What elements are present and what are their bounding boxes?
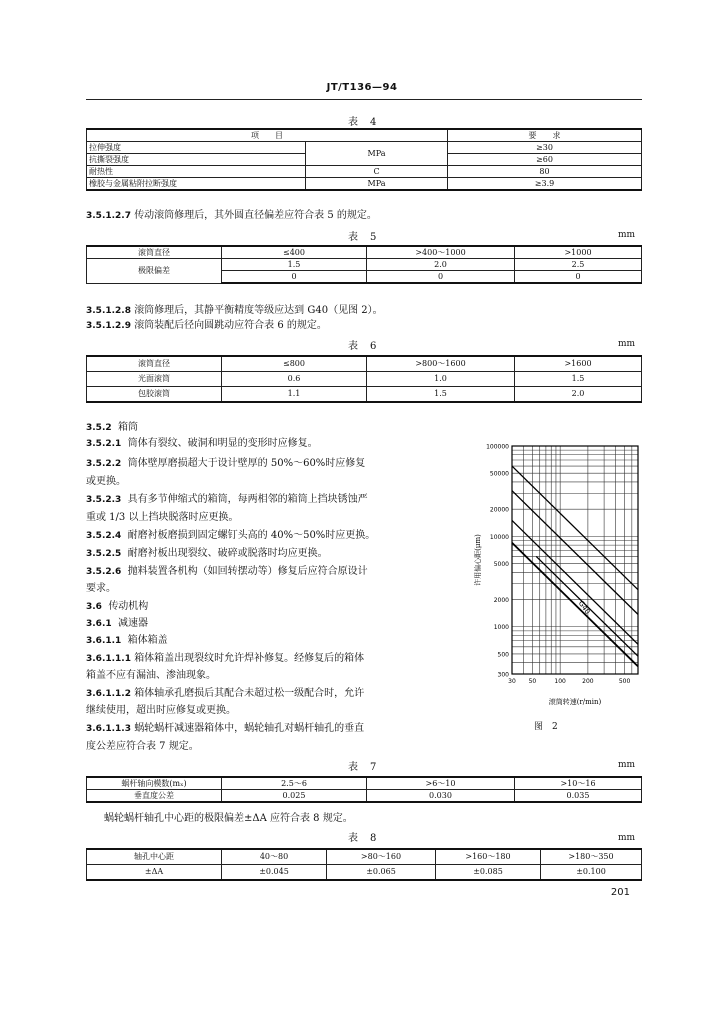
heading-3-6: 3.6 传动机构: [86, 601, 149, 612]
table7-head: >10～16: [515, 777, 642, 790]
table8-head: >160～180: [436, 849, 541, 865]
clause-3-6-1-1-2-cont: 继续使用，超出时应修复或更换。: [86, 705, 236, 716]
table5-unit: mm: [618, 230, 636, 240]
table5-title: 表 5: [348, 232, 378, 243]
table6-cell: 1.0: [367, 372, 515, 387]
table6-head: ≤800: [222, 356, 367, 372]
table8-head: 轴孔中心距: [87, 849, 222, 865]
y-tick-label: 500: [497, 651, 509, 659]
clause-3-5-2-2: 3.5.2.2 筒体壁厚磨损超大于设计壁厚的 50%～60%时应修复: [86, 458, 366, 469]
table6-cell: 1.5: [367, 387, 515, 403]
clause-3-5-2-3-cont: 重或 1/3 以上挡块脱落时应更换。: [86, 512, 239, 523]
heading-3-5-2: 3.5.2 箱筒: [86, 422, 138, 433]
clause-3-5-1-2-8: 3.5.1.2.8 滚筒修理后，其静平衡精度等级应达到 G40（见图 2）。: [86, 305, 383, 316]
table7-cell: 0.030: [367, 790, 515, 803]
table6-row-label: 包胶滚筒: [87, 387, 222, 403]
header-rule: [86, 99, 642, 100]
table6-title: 表 6: [348, 341, 378, 352]
figure2-chart: [470, 436, 645, 716]
x-tick-label: 200: [582, 678, 594, 685]
figure2-caption: 图 2: [534, 722, 558, 732]
table8-head: >180～350: [541, 849, 642, 865]
clause-3-5-2-5: 3.5.2.5 耐磨衬板出现裂纹、破碎或脱落时均应更换。: [86, 548, 328, 559]
table5-upper: 2.5: [515, 259, 642, 271]
table5-head: 滚筒直径: [87, 246, 222, 259]
table5-row-label: 极限偏差: [87, 259, 222, 284]
table5-upper: 1.5: [222, 259, 367, 271]
page-number: 201: [610, 887, 630, 898]
table5-upper: 2.0: [367, 259, 515, 271]
table6-head: >800～1600: [367, 356, 515, 372]
clause-3-5-2-4: 3.5.2.4 耐磨衬板磨损到固定螺钉头高的 40%～50%时应更换。: [86, 530, 376, 541]
table4-row-unit: MPa: [306, 178, 448, 191]
table7-head: 2.5～6: [222, 777, 367, 790]
table6: [86, 355, 642, 403]
table8-row-label: ±ΔA: [87, 865, 222, 881]
table4-row-unit: C: [306, 166, 448, 178]
clause-3-5-1-2-9: 3.5.1.2.9 滚筒装配后径向圆跳动应符合表 6 的规定。: [86, 320, 327, 331]
table7-row-label: 垂直度公差: [87, 790, 222, 803]
x-tick-label: 30: [508, 678, 516, 685]
y-tick-label: 5000: [493, 561, 509, 569]
document-code: JT/T136—94: [326, 82, 398, 93]
clause-3-5-2-6-cont: 要求。: [86, 583, 116, 594]
table4-row-item: 抗撕裂强度: [87, 154, 306, 166]
y-tick-label: 50000: [489, 470, 509, 478]
table7-unit: mm: [618, 760, 636, 770]
table5-head: ≤400: [222, 246, 367, 259]
table4-head-req: 要 求: [448, 129, 642, 142]
table4-title: 表 4: [348, 117, 378, 128]
table7-head: 蜗杆轴向模数(mₓ): [87, 777, 222, 790]
clause-3-5-2-6: 3.5.2.6 抛料装置各机构（如回转摆动等）修复后应符合原设计: [86, 566, 368, 577]
clause-3-5-2-3: 3.5.2.3 具有多节伸缩式的箱筒，每两相邻的箱筒上挡块锈蚀严: [86, 494, 368, 505]
table7-head: >6～10: [367, 777, 515, 790]
y-axis-label: 许用偏心距(μm): [474, 534, 482, 586]
table4-row-item: 耐热性: [87, 166, 306, 178]
table8-head: >80～160: [327, 849, 436, 865]
table5-lower: 0: [222, 271, 367, 284]
table4: [86, 128, 642, 191]
table4-row-req: ≥30: [448, 142, 642, 154]
x-tick-label: 500: [618, 678, 631, 685]
table6-unit: mm: [618, 339, 636, 349]
series-line: [512, 466, 638, 590]
table6-head: >1600: [515, 356, 642, 372]
table8-cell: ±0.085: [436, 865, 541, 881]
x-tick-label: 50: [528, 678, 537, 685]
table8-head: 40～80: [222, 849, 327, 865]
table8-cell: ±0.100: [541, 865, 642, 881]
y-tick-label: 20000: [489, 506, 509, 514]
table6-cell: 0.6: [222, 372, 367, 387]
clause-3-6-1-1-3-cont: 度公差应符合表 7 规定。: [86, 741, 199, 752]
table5-lower: 0: [367, 271, 515, 284]
clause-3-5-2-1: 3.5.2.1 筒体有裂纹、破洞和明显的变形时应修复。: [86, 438, 318, 449]
table5-head: >1000: [515, 246, 642, 259]
table8: [86, 848, 642, 881]
clause-3-6-1-1-1: 3.6.1.1.1 箱体箱盖出现裂纹时允许焊补修复。经修复后的箱体: [86, 653, 365, 664]
table7-title: 表 7: [348, 762, 378, 773]
series-line: [512, 520, 638, 644]
y-tick-label: 100000: [486, 443, 509, 451]
curve-label: G40: [576, 599, 592, 616]
table7: [86, 776, 642, 803]
table4-row-item: 拉伸强度: [87, 142, 306, 154]
heading-3-6-1-1: 3.6.1.1 箱体箱盖: [86, 635, 168, 646]
y-tick-label: 300: [497, 671, 509, 679]
table8-unit: mm: [618, 833, 636, 843]
table4-row-req: 80: [448, 166, 642, 178]
series-line: [512, 543, 638, 667]
table7-cell: 0.025: [222, 790, 367, 803]
table8-cell: ±0.065: [327, 865, 436, 881]
plot-frame: [512, 446, 638, 674]
table6-head: 滚筒直径: [87, 356, 222, 372]
clause-3-5-1-2-7: 3.5.1.2.7 传动滚筒修理后，其外圆直径偏差应符合表 5 的规定。: [86, 210, 377, 221]
heading-3-6-1: 3.6.1 减速器: [86, 618, 148, 629]
y-tick-label: 2000: [493, 597, 509, 605]
clause-3-6-1-1-3: 3.6.1.1.3 蜗轮蜗杆减速器箱体中，蜗轮轴孔对蜗杆轴孔的垂直: [86, 723, 365, 734]
table5: [86, 245, 642, 284]
clause-3-6-1-1-1-cont: 箱盖不应有漏油、渗油现象。: [86, 670, 216, 681]
table6-row-label: 光面滚筒: [87, 372, 222, 387]
table6-cell: 1.1: [222, 387, 367, 403]
clause-3-5-2-2-cont: 或更换。: [86, 476, 126, 487]
x-axis-label: 滚筒转速(r/min): [548, 698, 602, 706]
x-tick-label: 100: [554, 678, 566, 685]
table6-cell: 1.5: [515, 372, 642, 387]
table4-row-unit: MPa: [306, 142, 448, 166]
y-tick-label: 10000: [489, 533, 509, 541]
y-tick-label: 1000: [493, 624, 509, 632]
table6-cell: 2.0: [515, 387, 642, 403]
table7-cell: 0.035: [515, 790, 642, 803]
table8-intro: 蜗轮蜗杆轴孔中心距的极限偏差±ΔA 应符合表 8 规定。: [104, 813, 353, 824]
table4-row-req: ≥60: [448, 154, 642, 166]
table4-row-req: ≥3.9: [448, 178, 642, 191]
table5-head: >400～1000: [367, 246, 515, 259]
clause-3-6-1-1-2: 3.6.1.1.2 箱体轴承孔磨损后其配合未超过松一级配合时，允许: [86, 688, 365, 699]
table8-cell: ±0.045: [222, 865, 327, 881]
table8-title: 表 8: [348, 833, 378, 844]
table4-head-item: 项 目: [87, 129, 448, 142]
table4-row-item: 橡胶与金属粘附拉断强度: [87, 178, 306, 191]
table5-lower: 0: [515, 271, 642, 284]
